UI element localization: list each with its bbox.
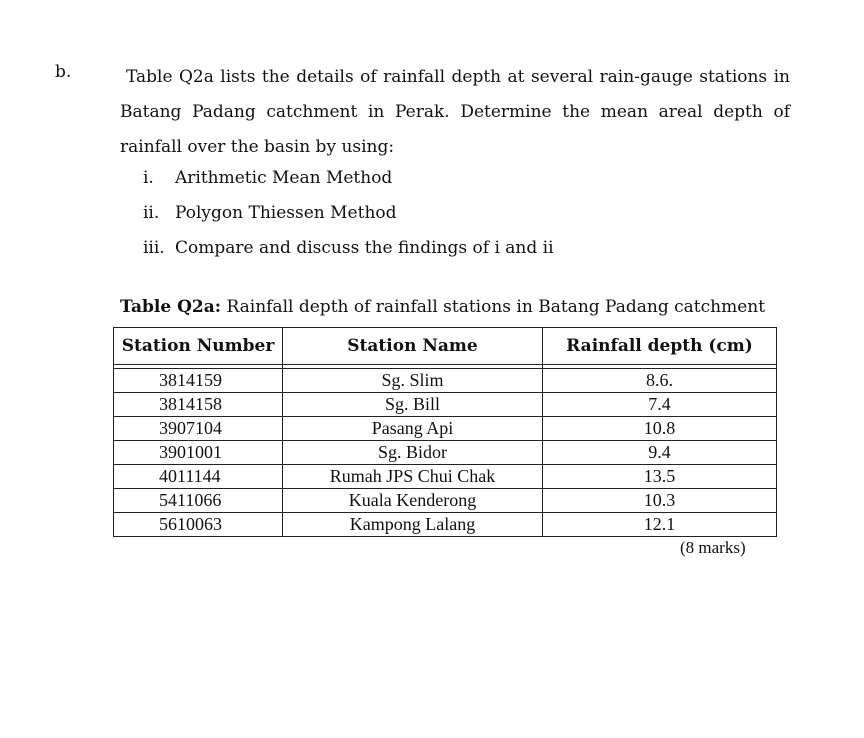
table-row bbox=[114, 393, 777, 417]
table-caption-label: Table Q2a: bbox=[120, 297, 222, 317]
table-header-row bbox=[114, 328, 777, 365]
table-row bbox=[114, 417, 777, 441]
station-name: Sg. Bidor bbox=[283, 441, 543, 465]
question-text: Table Q2a lists the details of rainfall depth at several rain-gauge stations in Batang Padang catchment in Perak. Determine the mean areal depth of rainfall over the basin by using: bbox=[120, 67, 790, 157]
sub-item-text: Arithmetic Mean Method bbox=[175, 168, 393, 188]
sub-item-2 bbox=[143, 203, 397, 223]
table-row bbox=[114, 465, 777, 489]
station-name: Rumah JPS Chui Chak bbox=[283, 465, 543, 489]
sub-item-number: iii. bbox=[143, 238, 165, 258]
station-number: 3907104 bbox=[114, 417, 283, 441]
header-station-name: Station Name bbox=[283, 328, 543, 365]
station-number: 3814158 bbox=[114, 393, 283, 417]
station-name: Kampong Lalang bbox=[283, 513, 543, 537]
rainfall-depth: 10.8 bbox=[543, 417, 777, 441]
table-row bbox=[114, 441, 777, 465]
sub-item-3 bbox=[143, 238, 554, 258]
station-number: 5411066 bbox=[114, 489, 283, 513]
station-name: Sg. Slim bbox=[283, 369, 543, 393]
sub-item-text: Polygon Thiessen Method bbox=[175, 203, 397, 223]
table-caption-text: Rainfall depth of rainfall stations in Batang Padang catchment bbox=[221, 297, 766, 317]
station-name: Sg. Bill bbox=[283, 393, 543, 417]
rainfall-depth: 8.6. bbox=[543, 369, 777, 393]
rainfall-depth: 9.4 bbox=[543, 441, 777, 465]
station-number: 3814159 bbox=[114, 369, 283, 393]
station-number: 5610063 bbox=[114, 513, 283, 537]
station-number: 4011144 bbox=[114, 465, 283, 489]
sub-item-number: i. bbox=[143, 168, 154, 188]
station-name: Kuala Kenderong bbox=[283, 489, 543, 513]
station-number: 3901001 bbox=[114, 441, 283, 465]
rainfall-depth: 10.3 bbox=[543, 489, 777, 513]
sub-item-number: ii. bbox=[143, 203, 160, 223]
sub-item-text: Compare and discuss the findings of i and ii bbox=[175, 238, 554, 258]
table-row bbox=[114, 513, 777, 537]
table-row bbox=[114, 369, 777, 393]
rainfall-depth: 7.4 bbox=[543, 393, 777, 417]
header-station-number: Station Number bbox=[114, 328, 283, 365]
rainfall-depth: 13.5 bbox=[543, 465, 777, 489]
header-rainfall-depth: Rainfall depth (cm) bbox=[543, 328, 777, 365]
rainfall-depth: 12.1 bbox=[543, 513, 777, 537]
rainfall-table bbox=[113, 327, 777, 537]
station-name: Pasang Api bbox=[283, 417, 543, 441]
sub-item-1 bbox=[143, 168, 392, 188]
marks-label: (8 marks) bbox=[680, 538, 746, 557]
table-caption bbox=[120, 297, 765, 317]
table-row bbox=[114, 489, 777, 513]
question-label: b. bbox=[55, 62, 72, 82]
